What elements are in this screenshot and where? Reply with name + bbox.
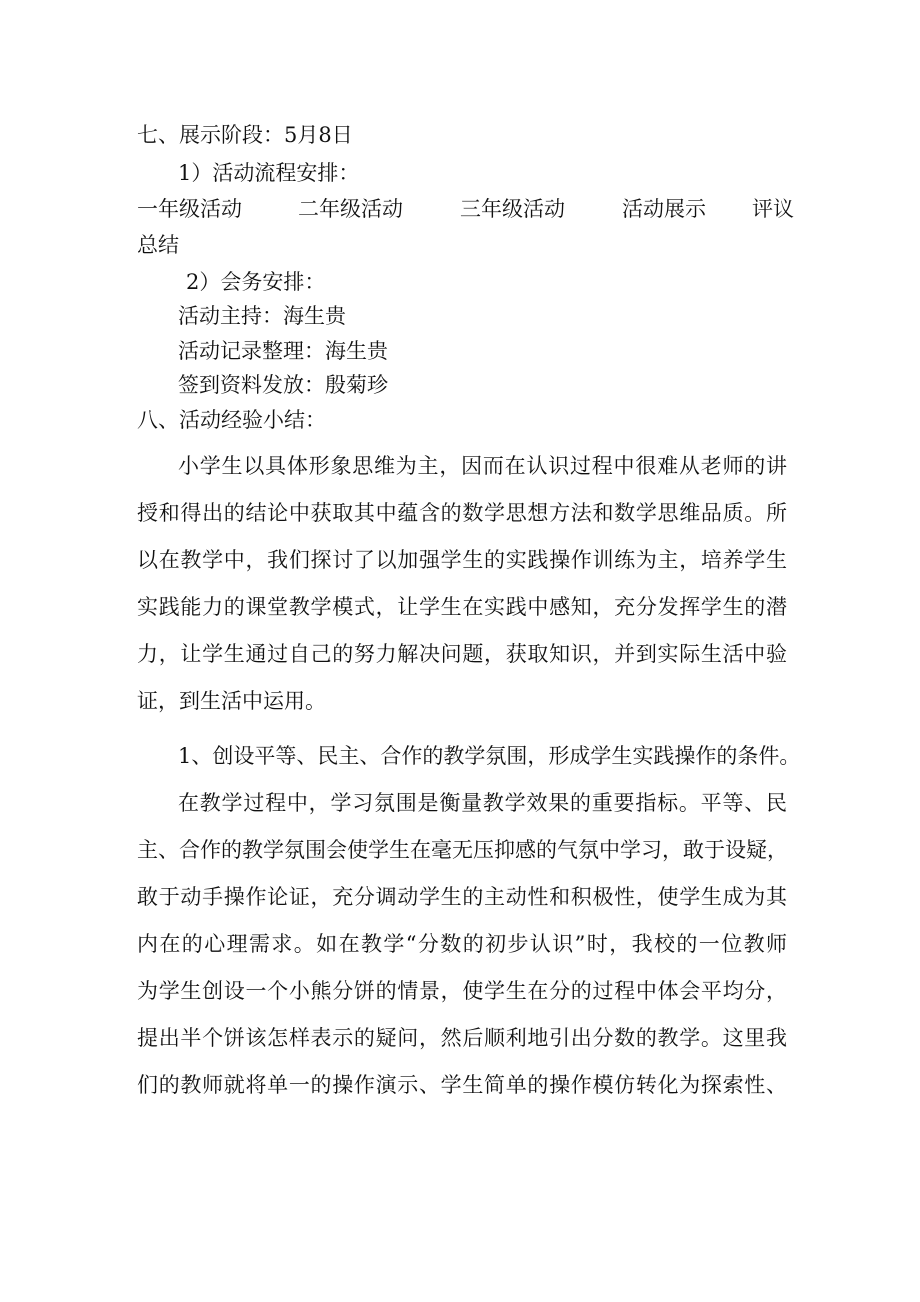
meeting-item-recorder: 活动记录整理：海生贵: [178, 339, 388, 363]
flow-step-grade-3: 三年级活动: [460, 197, 565, 221]
section-7-heading: 七、展示阶段：5月8日: [137, 123, 353, 147]
meeting-item-signin: 签到资料发放：殷菊珍: [178, 373, 388, 397]
paragraph-2-line: 为学生创设一个小熊分饼的情景，使学生在分的过程中体会平均分，: [137, 979, 787, 1003]
flow-step-review: 评议: [752, 197, 794, 221]
paragraph-1-line: 小学生以具体形象思维为主，因而在认识过程中很难从老师的讲: [178, 454, 787, 478]
section-8-heading: 八、活动经验小结：: [137, 408, 326, 432]
paragraph-2-line: 在教学过程中，学习氛围是衡量教学效果的重要指标。平等、民: [178, 791, 787, 815]
meeting-item-host: 活动主持：海生贵: [178, 304, 346, 328]
meeting-arrangement-label: 2）会务安排：: [186, 270, 326, 294]
paragraph-2-line: 内在的心理需求。如在教学“分数的初步认识”时，我校的一位教师: [137, 932, 787, 956]
paragraph-2-line: 提出半个饼该怎样表示的疑问，然后顺利地引出分数的教学。这里我: [137, 1026, 787, 1050]
paragraph-1-line: 力，让学生通过自己的努力解决问题，获取知识，并到实际生活中验: [137, 642, 787, 666]
paragraph-2-line: 主、合作的教学氛围会使学生在毫无压抑感的气氛中学习，敢于设疑，: [137, 838, 788, 862]
paragraph-1-line: 证，到生活中运用。: [137, 689, 326, 713]
paragraph-2-line: 敢于动手操作论证，充分调动学生的主动性和积极性，使学生成为其: [137, 885, 787, 909]
paragraph-2-line: 们的教师就将单一的操作演示、学生简单的操作模仿转化为探索性、: [137, 1073, 787, 1097]
flow-step-showcase: 活动展示: [622, 197, 706, 221]
flow-arrangement-label: 1）活动流程安排：: [178, 161, 360, 185]
flow-step-grade-2: 二年级活动: [298, 197, 403, 221]
paragraph-1-line: 实践能力的课堂教学模式，让学生在实践中感知，充分发挥学生的潜: [137, 595, 787, 619]
flow-step-grade-1: 一年级活动: [137, 197, 242, 221]
point-1-heading: 1、创设平等、民主、合作的教学氛围，形成学生实践操作的条件。: [178, 744, 801, 768]
flow-step-summary: 总结: [137, 233, 179, 257]
paragraph-1-line: 授和得出的结论中获取其中蕴含的数学思想方法和数学思维品质。所: [137, 501, 787, 525]
paragraph-1-line: 以在教学中，我们探讨了以加强学生的实践操作训练为主，培养学生: [137, 548, 787, 572]
